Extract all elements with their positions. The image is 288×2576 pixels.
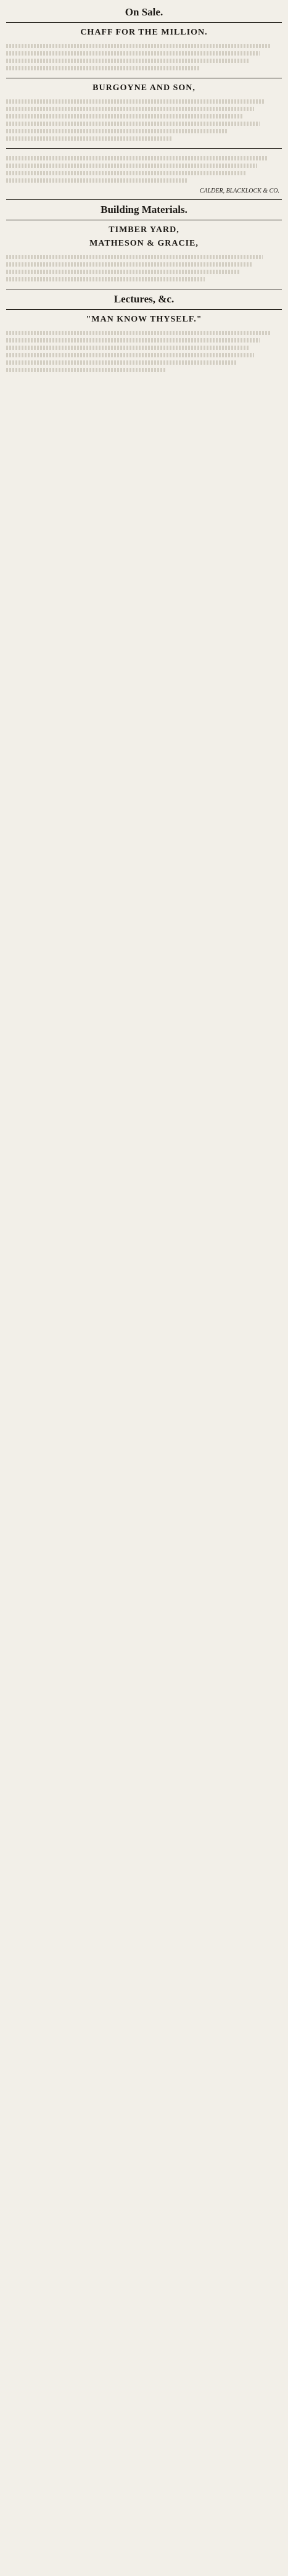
ad-body-unreadable — [6, 252, 282, 284]
ad-timber-yard — [6, 225, 282, 284]
ad-calder — [6, 154, 282, 194]
ad-signature: CALDER, BLACKLOCK & CO. — [199, 188, 279, 194]
divider — [6, 22, 282, 23]
ad-title: MATHESON & GRACIE, — [89, 239, 199, 248]
ad-chaff — [6, 28, 282, 73]
section-heading-on-sale: On Sale. — [125, 6, 163, 18]
section-heading-lectures: Lectures, &c. — [113, 293, 175, 305]
ad-title: "MAN KNOW THYSELF." — [86, 315, 202, 324]
ad-body-unreadable — [6, 154, 282, 185]
newspaper-column — [6, 0, 282, 375]
divider — [6, 148, 282, 149]
divider — [6, 309, 282, 310]
ad-body-unreadable — [6, 328, 282, 375]
divider — [6, 199, 282, 200]
ad-title: CHAFF FOR THE MILLION. — [80, 28, 208, 37]
ad-body-unreadable — [6, 41, 282, 73]
ad-phrenology — [6, 315, 282, 375]
ad-title: BURGOYNE AND SON, — [93, 83, 195, 93]
ad-burgoyne — [6, 83, 282, 143]
ad-body-unreadable — [6, 97, 282, 143]
ad-title: TIMBER YARD, — [109, 225, 179, 235]
section-heading-building-materials: Building Materials. — [101, 204, 187, 215]
